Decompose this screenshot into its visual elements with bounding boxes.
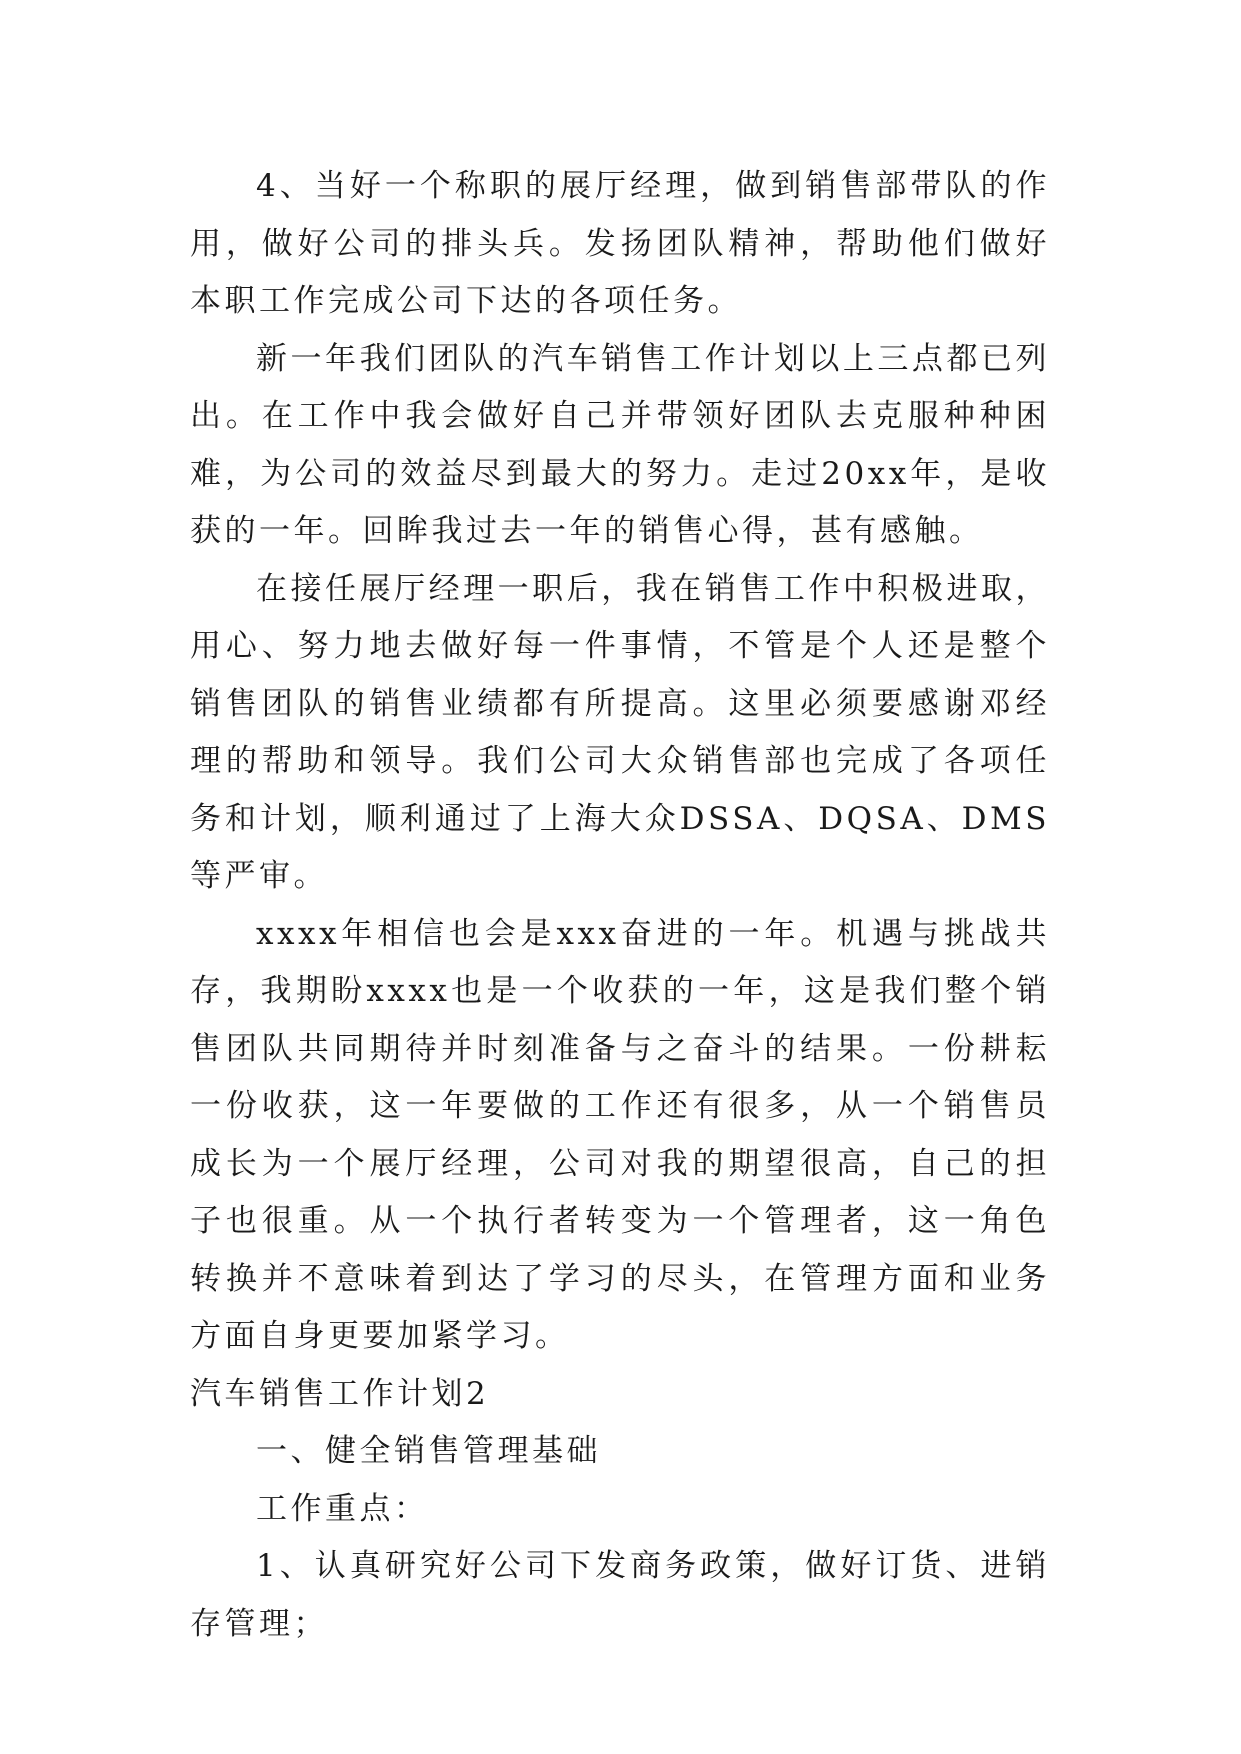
section-key-points-label: 工作重点：: [256, 1490, 429, 1527]
section-subheading: 一、健全销售管理基础: [256, 1433, 601, 1469]
paragraph-new-year-outlook: xxxx年相信也会是xxx奋进的一年。机遇与挑战共存，我期盼xxxx也是一个收获的一年，这是我们整个销售团队共同期待并时刻准备与之奋斗的结果。一份耕耘一份收获，这一年要做的工作还有很多，从一个销售员成长为一个展厅经理，公司对我的期望很高，自己的担子也很重。从一个执行者转变为一个管理者，这一角色转换并不意味着到达了学习的尽头，在管理方面和业务方面自身更要加紧学习。: [190, 915, 1050, 1354]
paragraph-team-plan: 新一年我们团队的汽车销售工作计划以上三点都已列出。在工作中我会做好自己并带领好团队去克服种种困难，为公司的效益尽到最大的努力。走过20xx年，是收获的一年。回眸我过去一年的销售心得，甚有感触。: [190, 340, 1050, 549]
paragraph-showroom-manager: 4、当好一个称职的展厅经理，做到销售部带队的作用，做好公司的排头兵。发扬团队精神，帮助他们做好本职工作完成公司下达的各项任务。: [190, 168, 1050, 319]
section-title: 汽车销售工作计划2: [190, 1375, 490, 1412]
section-item-1: 1、认真研究好公司下发商务政策，做好订货、进销存管理；: [190, 1548, 1050, 1642]
document-body: [190, 158, 1050, 1653]
paragraph-sales-performance: 在接任展厅经理一职后，我在销售工作中积极进取，用心、努力地去做好每一件事情，不管是个人还是整个销售团队的销售业绩都有所提高。这里必须要感谢邓经理的帮助和领导。我们公司大众销售部也完成了各项任务和计划，顺利通过了上海大众DSSA、DQSA、DMS等严审。: [190, 570, 1050, 894]
